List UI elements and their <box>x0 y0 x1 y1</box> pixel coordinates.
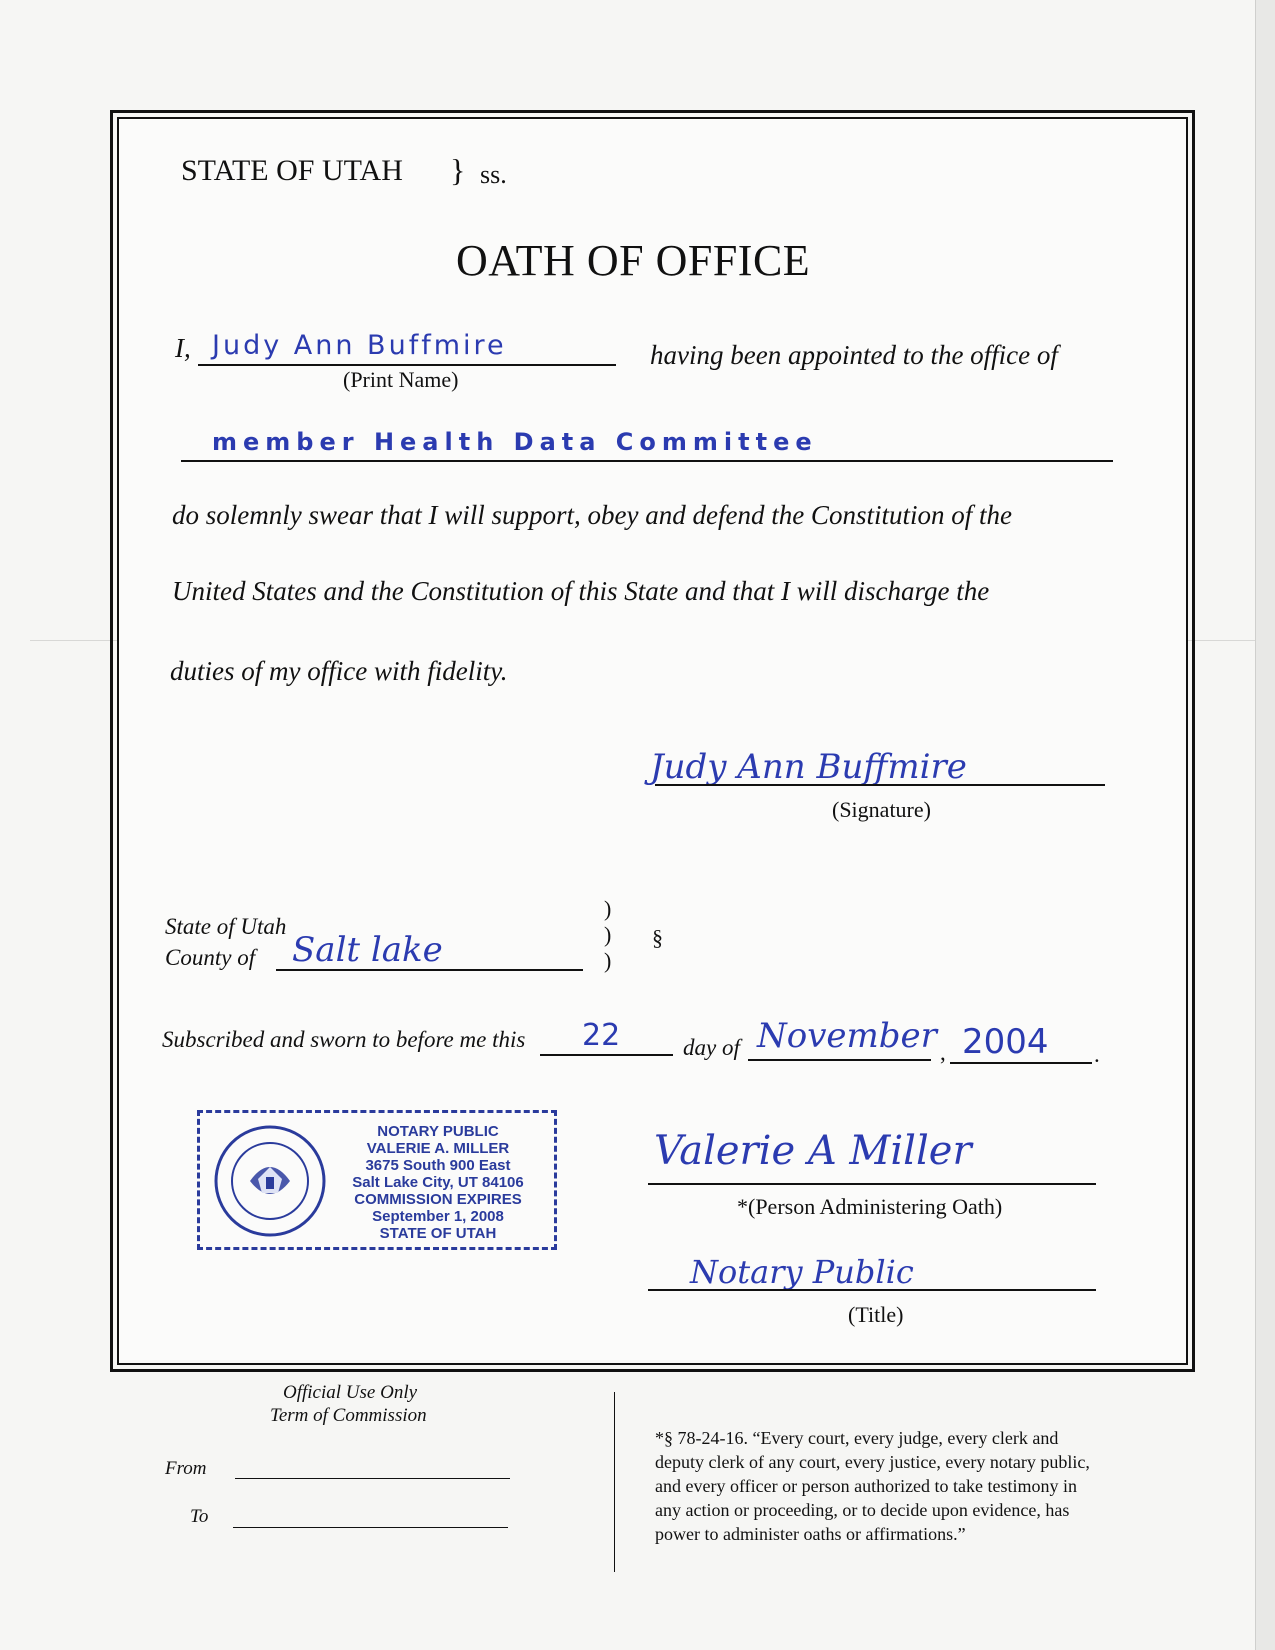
office-field[interactable]: member Health Data Committee <box>212 428 818 456</box>
footnote-line-5: power to administer oaths or affirmations.” <box>655 1524 966 1544</box>
notary-stamp <box>197 1110 557 1250</box>
stamp-line-6: September 1, 2008 <box>372 1208 504 1225</box>
venue-state-label: State of Utah <box>165 914 287 939</box>
sworn-prefix: Subscribed and sworn to before me this <box>162 1027 526 1052</box>
title-line <box>648 1289 1096 1291</box>
ss-abbreviation: ss. <box>480 160 507 189</box>
venue-paren-3: ) <box>604 948 612 973</box>
oath-body-line-1: do solemnly swear that I will support, obey and defend the Constitution of the <box>172 500 1012 530</box>
statute-footnote <box>655 1426 1090 1546</box>
year-comma: , <box>940 1040 946 1065</box>
footnote-line-4: any action or proceeding, or to decide upon evidence, has <box>655 1500 1070 1520</box>
venue-paren-2: ) <box>604 922 612 947</box>
term-of-commission-heading: Term of Commission <box>270 1405 427 1426</box>
month-field[interactable]: November <box>757 1016 937 1056</box>
stamp-line-7: STATE OF UTAH <box>379 1225 497 1242</box>
page-title: OATH OF OFFICE <box>456 236 811 285</box>
stamp-line-5: COMMISSION EXPIRES <box>354 1191 522 1208</box>
print-name-field[interactable]: Judy Ann Buffmire <box>212 330 507 361</box>
print-name-label: (Print Name) <box>343 367 459 392</box>
state-heading: STATE OF UTAH <box>181 154 403 187</box>
county-line <box>276 969 583 971</box>
from-label: From <box>165 1458 207 1479</box>
footnote-line-3: and every officer or person authorized to take testimony in <box>655 1476 1078 1496</box>
print-name-line <box>198 364 616 366</box>
state-seal-icon <box>212 1123 328 1239</box>
ss-brace: } <box>450 152 466 188</box>
year-line <box>950 1062 1092 1064</box>
from-field[interactable] <box>235 1478 510 1479</box>
footnote-line-1: *§ 78-24-16. “Every court, every judge, every clerk and <box>655 1428 1059 1448</box>
day-of-text: day of <box>683 1035 740 1060</box>
administrator-signature-line <box>648 1183 1096 1185</box>
month-line <box>748 1059 931 1061</box>
oath-body-line-2: United States and the Constitution of this State and that I will discharge the <box>172 576 990 606</box>
to-label: To <box>190 1506 209 1527</box>
title-label: (Title) <box>848 1302 904 1327</box>
day-line <box>540 1054 673 1056</box>
appointed-text: having been appointed to the office of <box>650 340 1058 370</box>
signature-line <box>655 784 1105 786</box>
year-field[interactable]: 2004 <box>962 1022 1049 1062</box>
oath-body-line-3: duties of my office with fidelity. <box>170 656 508 686</box>
oath-prefix: I, <box>175 333 191 363</box>
county-field[interactable]: Salt lake <box>292 930 443 970</box>
signature-label: (Signature) <box>832 797 931 822</box>
stamp-line-3: 3675 South 900 East <box>365 1157 511 1174</box>
venue-county-label: County of <box>165 945 256 970</box>
sworn-period: . <box>1094 1042 1100 1067</box>
administrator-label: *(Person Administering Oath) <box>737 1194 1003 1219</box>
stamp-line-2: VALERIE A. MILLER <box>366 1140 510 1157</box>
stamp-line-4: Salt Lake City, UT 84106 <box>352 1174 524 1191</box>
section-symbol: § <box>652 925 663 950</box>
page-edge <box>1255 0 1275 1650</box>
administrator-signature-field[interactable]: Valerie A Miller <box>654 1128 972 1174</box>
footnote-line-2: deputy clerk of any court, every justice, every notary public, <box>655 1452 1090 1472</box>
stamp-line-1: NOTARY PUBLIC <box>377 1123 499 1140</box>
day-field[interactable]: 22 <box>582 1018 621 1053</box>
footer-divider <box>614 1392 615 1572</box>
office-line <box>181 460 1113 462</box>
signature-field[interactable]: Judy Ann Buffmire <box>650 747 967 787</box>
official-use-heading: Official Use Only <box>283 1382 418 1403</box>
to-field[interactable] <box>233 1527 508 1528</box>
title-field[interactable]: Notary Public <box>690 1253 914 1291</box>
venue-paren-1: ) <box>604 896 612 921</box>
